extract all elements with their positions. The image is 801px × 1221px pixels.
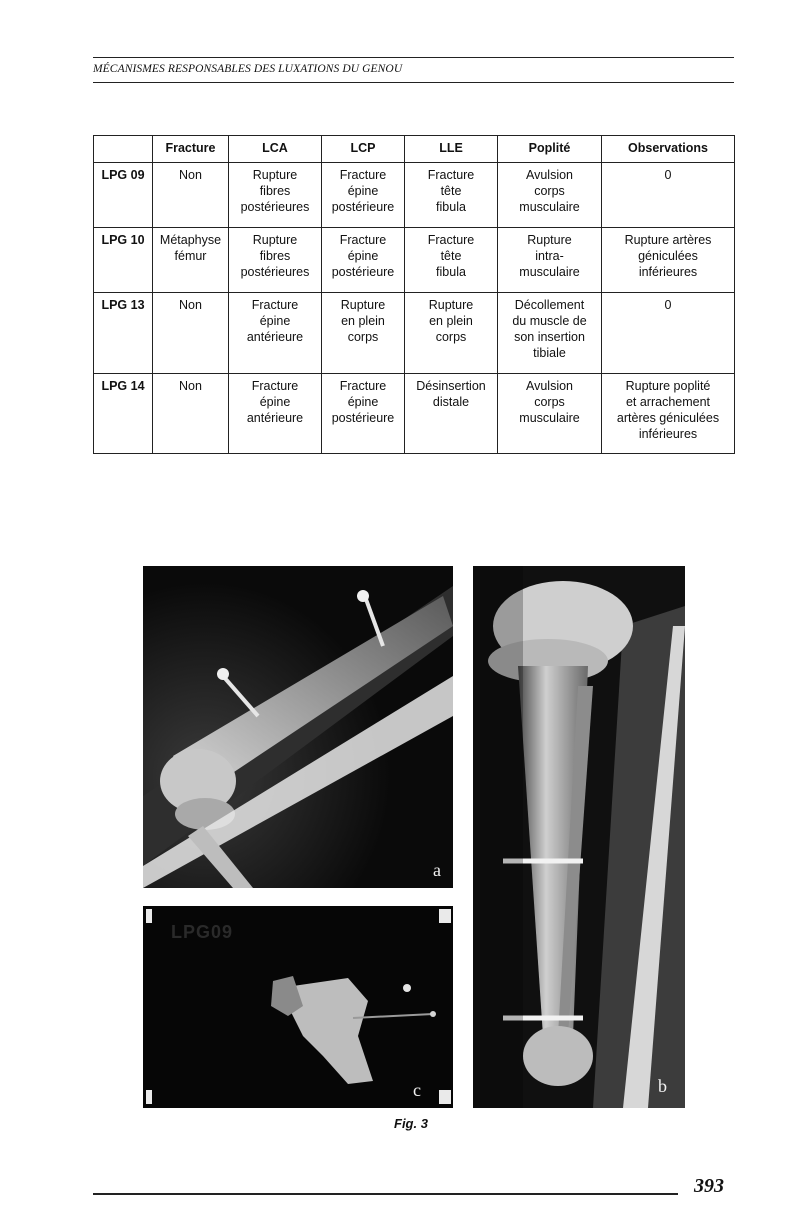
table-cell: Fracture épine postérieure [322, 228, 405, 293]
row-id: LPG 13 [94, 293, 153, 374]
panel-label-c: c [413, 1080, 421, 1100]
table-header-row [94, 136, 735, 163]
panel-label-a: a [433, 860, 441, 880]
figure-caption: Fig. 3 [394, 1116, 428, 1131]
running-header: MÉCANISMES RESPONSABLES DES LUXATIONS DU GENOU [93, 63, 403, 75]
radiograph-panel-b [473, 566, 685, 1108]
row-id: LPG 10 [94, 228, 153, 293]
column-header [94, 136, 153, 163]
specimen-tag: LPG09 [171, 922, 234, 942]
radiograph-panel-a [143, 566, 453, 888]
table-cell: Fracture épine antérieure [229, 293, 322, 374]
table-cell: Fracture tête fibula [405, 163, 498, 228]
header-rule-top [93, 57, 734, 58]
table-cell: Rupture intra- musculaire [498, 228, 602, 293]
table-row [94, 293, 735, 374]
column-header: LLE [405, 136, 498, 163]
row-id: LPG 14 [94, 374, 153, 454]
table-cell: 0 [602, 293, 735, 374]
table-cell: Non [153, 293, 229, 374]
page-number: 393 [694, 1175, 724, 1197]
radiograph-a-image [143, 566, 453, 888]
table-row [94, 228, 735, 293]
column-header: Poplité [498, 136, 602, 163]
table-cell: Désinsertion distale [405, 374, 498, 454]
radiograph-b-image [473, 566, 685, 1108]
column-header: Fracture [153, 136, 229, 163]
table-cell: Fracture épine antérieure [229, 374, 322, 454]
findings-table [93, 135, 735, 454]
footer-rule [93, 1193, 678, 1195]
table-cell: Non [153, 374, 229, 454]
table-cell: 0 [602, 163, 735, 228]
table-row [94, 374, 735, 454]
table-cell: Avulsion corps musculaire [498, 374, 602, 454]
table-cell: Rupture en plein corps [322, 293, 405, 374]
table-cell: Décollement du muscle de son insertion tibiale [498, 293, 602, 374]
table-cell: Rupture en plein corps [405, 293, 498, 374]
table-cell: Rupture poplité et arrachement artères géniculées inférieures [602, 374, 735, 454]
column-header: Observations [602, 136, 735, 163]
column-header: LCP [322, 136, 405, 163]
table-cell: Fracture épine postérieure [322, 163, 405, 228]
table-cell: Fracture tête fibula [405, 228, 498, 293]
table-cell: Fracture épine postérieure [322, 374, 405, 454]
row-id: LPG 09 [94, 163, 153, 228]
column-header: LCA [229, 136, 322, 163]
table-cell: Avulsion corps musculaire [498, 163, 602, 228]
table-cell: Non [153, 163, 229, 228]
table-cell: Rupture artères géniculées inférieures [602, 228, 735, 293]
table-cell: Rupture fibres postérieures [229, 163, 322, 228]
table-cell: Rupture fibres postérieures [229, 228, 322, 293]
table-cell: Métaphyse fémur [153, 228, 229, 293]
photo-panel-c [143, 906, 453, 1108]
panel-label-b: b [658, 1076, 667, 1096]
table-row [94, 163, 735, 228]
header-rule-bottom [93, 82, 734, 83]
